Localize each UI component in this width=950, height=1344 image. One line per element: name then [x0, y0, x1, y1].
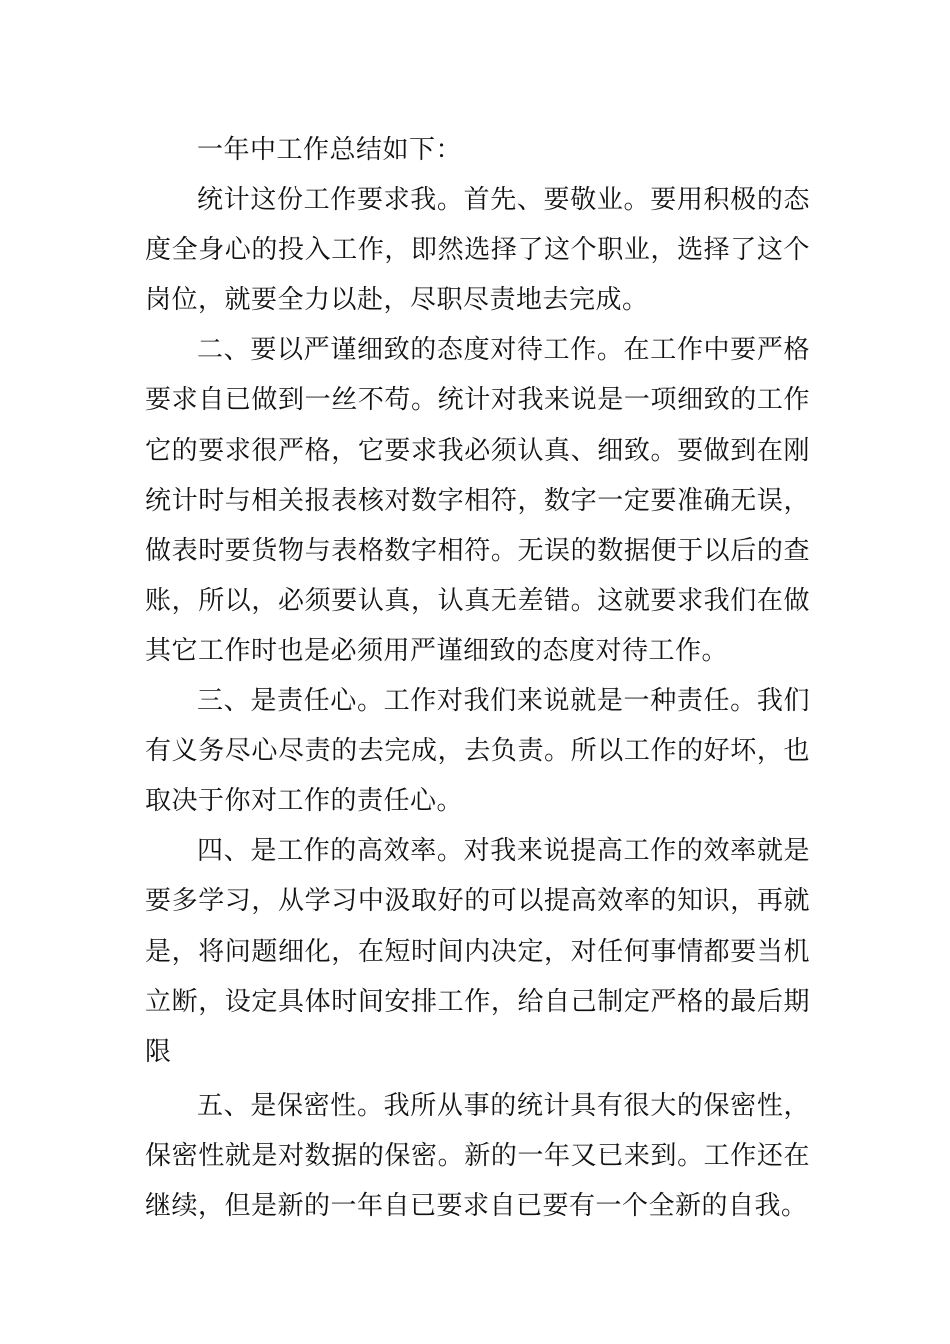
paragraph-rigor: 二、要以严谨细致的态度对待工作。在工作中要严格要求自已做到一丝不苟。统计对我来说是一项细致的工作它的要求很严格，它要求我必须认真、细致。要做到在刚统计时与相关报表核对数字相符，数字一定要准确无误，做表时要货物与表格数字相符。无误的数据便于以后的查账，所以，必须要认真，认真无差错。这就要求我们在做其它工作时也是必须用严谨细致的态度对待工作。 [145, 335, 810, 666]
paragraph-efficiency: 四、是工作的高效率。对我来说提高工作的效率就是要多学习，从学习中汲取好的可以提高效率的知识，再就是，将问题细化，在短时间内决定，对任何事情都要当机立断，设定具体时间安排工作，给自己制定严格的最后期限 [145, 836, 810, 1067]
paragraph-confidentiality: 五、是保密性。我所从事的统计具有很大的保密性，保密性就是对数据的保密。新的一年又已来到。工作还在继续，但是新的一年自已要求自已要有一个全新的自我。 [145, 1090, 810, 1221]
document-body [145, 125, 810, 1231]
paragraph-responsibility: 三、是责任心。工作对我们来说就是一种责任。我们有义务尽心尽责的去完成，去负责。所以工作的好坏，也取决于你对工作的责任心。 [145, 686, 810, 817]
summary-intro: 一年中工作总结如下： [197, 135, 463, 165]
paragraph-dedication: 统计这份工作要求我。首先、要敬业。要用积极的态度全身心的投入工作，即然选择了这个职业，选择了这个岗位，就要全力以赴，尽职尽责地去完成。 [145, 185, 810, 316]
